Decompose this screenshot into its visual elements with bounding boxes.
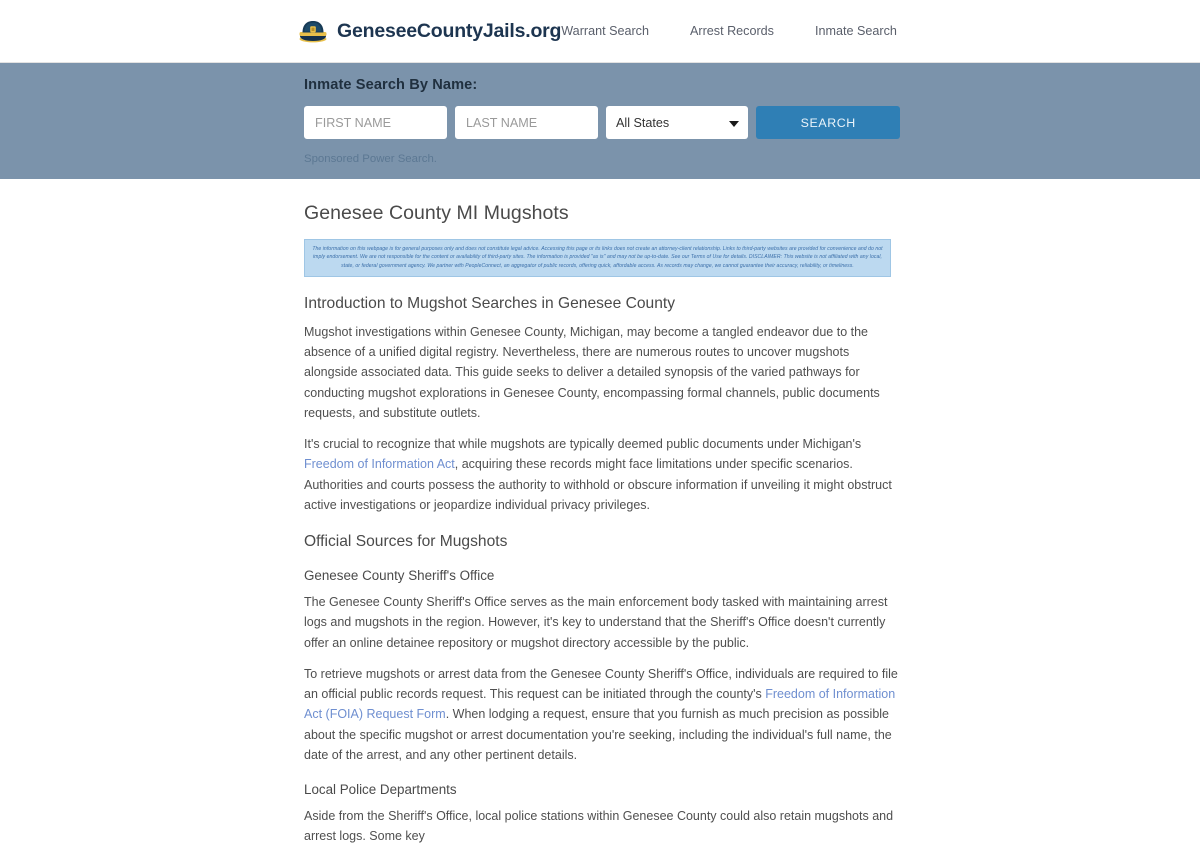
sheriff-paragraph-2	[304, 664, 900, 765]
sheriff-p2-text-after: . When lodging a request, ensure that you furnish as much precision as possible about the specific mugshot or arrest documentation you're seeking, including the individual's full name, the date of the arrest, and any other pertinent details.	[304, 707, 892, 762]
search-button[interactable]: SEARCH	[756, 106, 900, 139]
intro-p2-text-before: It's crucial to recognize that while mugshots are typically deemed public documents under Michigan's	[304, 437, 862, 451]
subsection-heading-local-police: Local Police Departments	[304, 782, 457, 797]
legal-disclaimer-box	[304, 239, 891, 277]
section-heading-introduction: Introduction to Mugshot Searches in Genesee County	[304, 294, 676, 312]
nav-item-arrest-records[interactable]: Arrest Records	[690, 24, 774, 38]
legal-disclaimer-text: The information on this webpage is for general purposes only and does not constitute legal advice. Accessing this page or its links does not create an attorney-client relationship. Links to third-party websites are provided for convenience and do not imply endorsement. We are not responsible for the content or availability of third-party sites. The information is provided "as is" and may not be up-to-date. See our Terms of Use for details. DISCLAIMER: This website is not affiliated with any local, state, or federal government agency. We partner with PeopleConnect, an aggregator of public records, offering quick, affordable access. As records may change, we cannot guarantee their accuracy, reliability, or timeliness.	[312, 246, 883, 269]
intro-paragraph-1: Mugshot investigations within Genesee County, Michigan, may become a tangled endeavor due to the absence of a unified digital registry. Nevertheless, there are numerous routes to uncover mugshots alongside associated data. This guide seeks to deliver a detailed synopsis of the varied pathways for conducting mugshot explorations in Genesee County, encompassing formal channels, public documents requests, and substitute outlets.	[304, 324, 880, 420]
site-header	[0, 0, 1200, 62]
last-name-input[interactable]	[455, 106, 598, 139]
intro-p2-text-after: , acquiring these records might face limitations under specific scenarios. Authorities and courts possess the authority to withhold or obscure information if unveiling it might obstruct active investigations or jeopardize individual privacy privileges.	[304, 457, 892, 512]
police-paragraph-1: Aside from the Sheriff's Office, local police stations within Genesee County could also retain mugshots and arrest logs. Some key	[304, 809, 894, 844]
search-band-title: Inmate Search By Name:	[304, 77, 478, 93]
inmate-search-band	[0, 62, 1200, 179]
nav-item-inmate-search[interactable]: Inmate Search	[814, 24, 897, 38]
sheriff-paragraph-1: The Genesee County Sheriff's Office serves as the main enforcement body tasked with maintaining arrest logs and mugshots in the region. However, it's key to understand that the Sheriff's Office doesn't currently offer an online detainee repository or mugshot directory accessible by the public.	[304, 595, 888, 650]
page-title: Genesee County MI Mugshots	[304, 202, 569, 224]
chevron-down-icon	[729, 121, 739, 127]
sheriff-p2-text-before: To retrieve mugshots or arrest data from the Genesee County Sheriff's Office, individuals are required to file an official public records request. This request can be initiated through the county's	[304, 666, 898, 701]
section-heading-official-sources: Official Sources for Mugshots	[304, 533, 508, 550]
brand-logo-link[interactable]	[298, 18, 561, 44]
intro-paragraph-2	[304, 434, 900, 515]
first-name-input[interactable]	[304, 106, 447, 139]
foia-request-form-link[interactable]: Freedom of Information Act (FOIA) Request Form	[304, 687, 896, 722]
sponsored-note: Sponsored Power Search.	[304, 153, 437, 165]
brand-name: GeneseeCountyJails.org	[337, 19, 562, 42]
inmate-search-form	[304, 106, 900, 139]
article-content	[300, 179, 900, 847]
foia-link[interactable]: Freedom of Information Act	[304, 457, 455, 472]
state-select[interactable]	[606, 106, 748, 139]
main-nav	[561, 24, 897, 38]
nav-item-warrant-search[interactable]: Warrant Search	[561, 24, 649, 38]
police-cap-icon	[298, 18, 328, 44]
state-select-value: All States	[616, 115, 670, 130]
subsection-heading-sheriffs-office: Genesee County Sheriff's Office	[304, 568, 495, 583]
